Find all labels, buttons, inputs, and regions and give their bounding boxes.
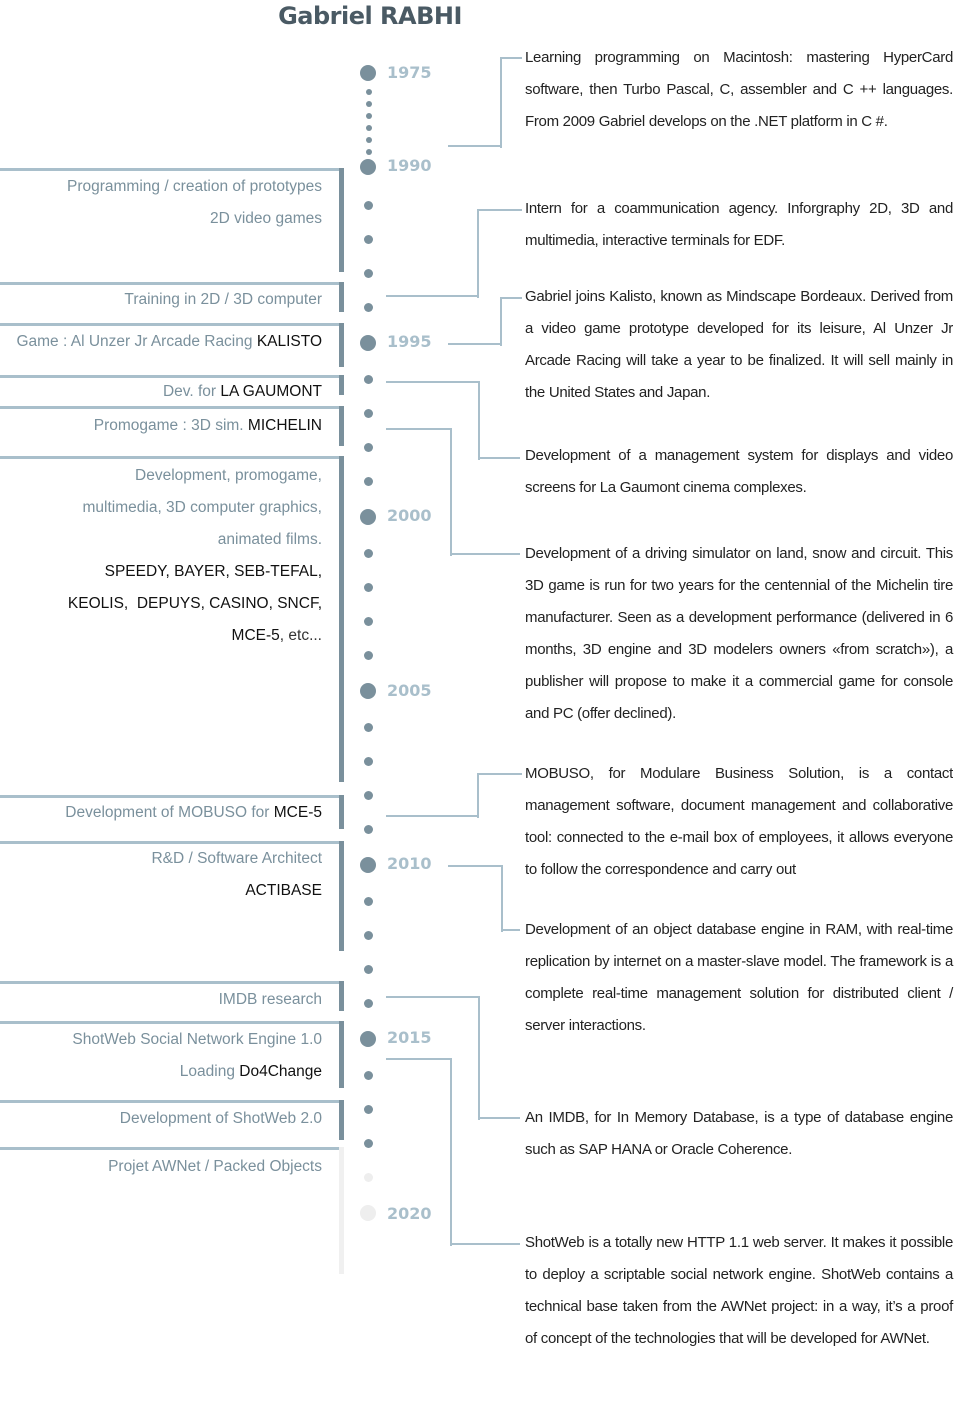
- timeline-dot: [364, 1105, 373, 1114]
- company-name: Do4Change: [239, 1063, 322, 1080]
- timeline-dot: [364, 303, 373, 312]
- entry-duration-bar: [339, 323, 344, 367]
- entry-training: Training in 2D / 3D computer: [124, 291, 322, 308]
- connector-line: [477, 209, 522, 298]
- connector-line: [500, 57, 522, 148]
- year-label-1995: 1995: [387, 332, 432, 351]
- entry-text: Dev. for: [162, 383, 221, 400]
- connector-line: [478, 457, 520, 459]
- year-dot-1995: [360, 335, 376, 351]
- timeline-dot: [364, 825, 373, 834]
- entry-text: , etc...: [279, 627, 322, 644]
- page-title: Gabriel RABHI: [278, 2, 462, 30]
- entry-duration-bar: [339, 1100, 344, 1140]
- timeline-dot: [364, 617, 373, 626]
- connector-line: [500, 297, 522, 346]
- timeline-dot: [364, 791, 373, 800]
- timeline-dot: [364, 201, 373, 210]
- company-name: MICHELIN: [247, 417, 322, 434]
- entry-divider: [0, 456, 339, 459]
- entry-shotweb-1: [72, 1024, 322, 1088]
- description-gaumont: Development of a management system for displays and video screens for La Gaumont cinema complexes.: [525, 447, 953, 496]
- entry-prototypes: [67, 171, 322, 235]
- entry-line: ShotWeb Social Network Engine 1.0: [72, 1031, 322, 1048]
- connector-line: [448, 343, 501, 345]
- company-name: LA GAUMONT: [220, 383, 322, 400]
- timeline-dot: [366, 113, 372, 119]
- timeline-dot: [364, 651, 373, 660]
- entry-line: Programming / creation of prototypes: [66, 178, 322, 195]
- connector-line: [386, 815, 479, 817]
- entry-duration-bar: [339, 795, 344, 829]
- company-name: MCE-5: [231, 627, 280, 644]
- entry-text: Promogame : 3D sim.: [93, 417, 248, 434]
- connector-line: [386, 1058, 452, 1246]
- client-list: KEOLIS, DEPUYS, CASINO, SNCF,: [67, 595, 322, 612]
- entry-duration-bar: [339, 456, 344, 782]
- entry-michelin: [94, 410, 322, 442]
- description-mobuso: MOBUSO, for Modulare Business Solution, is a contact management software, document management and collaborative tool: connected to the e-mail box of employees, it allows everyone to follow the correspondence and carry out: [525, 765, 953, 878]
- company-name: MCE-5: [273, 804, 322, 821]
- entry-divider: [0, 406, 339, 409]
- entry-duration-bar: [339, 841, 344, 951]
- company-name: KALISTO: [256, 333, 322, 350]
- entry-text: Loading: [179, 1063, 240, 1080]
- timeline-dot: [364, 897, 373, 906]
- entry-duration-bar: [339, 981, 344, 1011]
- entry-line: R&D / Software Architect: [151, 850, 322, 867]
- entry-duration-bar-ongoing: [339, 1147, 344, 1274]
- connector-line: [448, 865, 503, 932]
- entry-gaumont: [163, 376, 322, 408]
- entry-duration-bar: [339, 375, 344, 395]
- connector-line: [386, 295, 479, 297]
- year-dot-1990: [360, 159, 376, 175]
- timeline-dot: [364, 549, 373, 558]
- connector-line: [450, 553, 520, 555]
- description-intern: Intern for a coammunication agency. Inforgraphy 2D, 3D and multimedia, interactive terminals for EDF.: [525, 200, 953, 249]
- year-dot-2015: [360, 1031, 376, 1047]
- entry-duration-bar: [339, 1021, 344, 1088]
- connector-line: [386, 428, 452, 556]
- year-dot-2000: [360, 509, 376, 525]
- entry-kalisto: [16, 326, 322, 358]
- timeline-dot: [364, 931, 373, 940]
- entry-line: animated films.: [217, 531, 322, 548]
- timeline-dot: [366, 137, 372, 143]
- timeline-dot: [366, 101, 372, 107]
- year-label-1990: 1990: [387, 156, 432, 175]
- entry-awnet: Projet AWNet / Packed Objects: [108, 1158, 322, 1175]
- entry-duration-bar: [339, 168, 344, 272]
- timeline-dot: [364, 1139, 373, 1148]
- entry-divider: [0, 1147, 339, 1150]
- entry-imdb: IMDB research: [218, 991, 322, 1008]
- timeline-dot: [366, 149, 372, 155]
- entry-text: Development of MOBUSO for: [65, 804, 274, 821]
- year-label-2020: 2020: [387, 1204, 432, 1223]
- year-dot-2005: [360, 683, 376, 699]
- entry-mobuso: [65, 797, 322, 829]
- timeline-dot: [364, 583, 373, 592]
- connector-line: [478, 1117, 520, 1119]
- timeline-dot: [364, 999, 373, 1008]
- entry-line: multimedia, 3D computer graphics,: [82, 499, 322, 516]
- entry-line: 2D video games: [209, 210, 322, 227]
- timeline-dot: [364, 375, 373, 384]
- description-macintosh: Learning programming on Macintosh: mastering HyperCard software, then Turbo Pascal, C, assembler and C ++ languages. From 2009 Gabriel develops on the .NET platform in C #.: [525, 49, 953, 130]
- connector-line: [450, 1243, 520, 1245]
- entry-line: Development, promogame,: [135, 467, 322, 484]
- timeline-dot: [364, 723, 373, 732]
- year-dot-2010: [360, 857, 376, 873]
- description-kalisto: Gabriel joins Kalisto, known as Mindscape Bordeaux. Derived from a video game prototype developed for its leisure, Al Unzer Jr Arcade Racing will take a year to be finalized. It will sell mainly in the United States and Japan.: [525, 288, 953, 401]
- connector-line: [448, 145, 501, 147]
- timeline-dot: [364, 409, 373, 418]
- year-dot-1975: [360, 65, 376, 81]
- entry-duration-bar: [339, 406, 344, 446]
- entry-shotweb-2: Development of ShotWeb 2.0: [119, 1110, 322, 1127]
- timeline-dot: [366, 89, 372, 95]
- description-shotweb: ShotWeb is a totally new HTTP 1.1 web server. It makes it possible to deploy a scriptable social network engine. ShotWeb contains a technical base taken from the AWNet project: in a way, it’s a proof of concept of the technologies that will be developed for AWNet.: [525, 1234, 953, 1347]
- timeline-dot: [364, 477, 373, 486]
- company-name: ACTIBASE: [245, 882, 322, 899]
- timeline-dot: [364, 1071, 373, 1080]
- timeline-dot: [364, 965, 373, 974]
- timeline-dot-future: [364, 1173, 373, 1182]
- connector-line: [477, 773, 522, 818]
- timeline-dot: [364, 757, 373, 766]
- connector-line: [501, 929, 520, 931]
- year-label-2015: 2015: [387, 1028, 432, 1047]
- year-label-2000: 2000: [387, 506, 432, 525]
- year-label-1975: 1975: [387, 63, 432, 82]
- year-label-2005: 2005: [387, 681, 432, 700]
- timeline-dot: [364, 269, 373, 278]
- entry-actibase: [151, 843, 322, 907]
- year-dot-2020: [360, 1205, 376, 1221]
- timeline-dot: [364, 235, 373, 244]
- description-actibase: Development of an object database engine in RAM, with real-time replication by internet on a master-slave model. The framework is a complete real-time management solution for distributed client / server interactions.: [525, 921, 953, 1034]
- description-imdb: An IMDB, for In Memory Database, is a type of database engine such as SAP HANA or Oracle Coherence.: [525, 1109, 953, 1158]
- timeline-dot: [364, 443, 373, 452]
- year-label-2010: 2010: [387, 854, 432, 873]
- timeline-dot: [366, 125, 372, 131]
- client-list: SPEEDY, BAYER, SEB-TEFAL,: [104, 563, 322, 580]
- entry-text: Game : Al Unzer Jr Arcade Racing: [16, 333, 257, 350]
- entry-duration-bar: [339, 282, 344, 312]
- entry-multimedia: [68, 460, 322, 652]
- description-michelin: Development of a driving simulator on land, snow and circuit. This 3D game is run for two years for the centennial of the Michelin tire manufacturer. Seen as a development performance (delivered in 6 months, 3D engine and 3D modelers owners «from scratch»), a publisher will propose to make it a commercial game for console and PC (offer declined).: [525, 545, 953, 722]
